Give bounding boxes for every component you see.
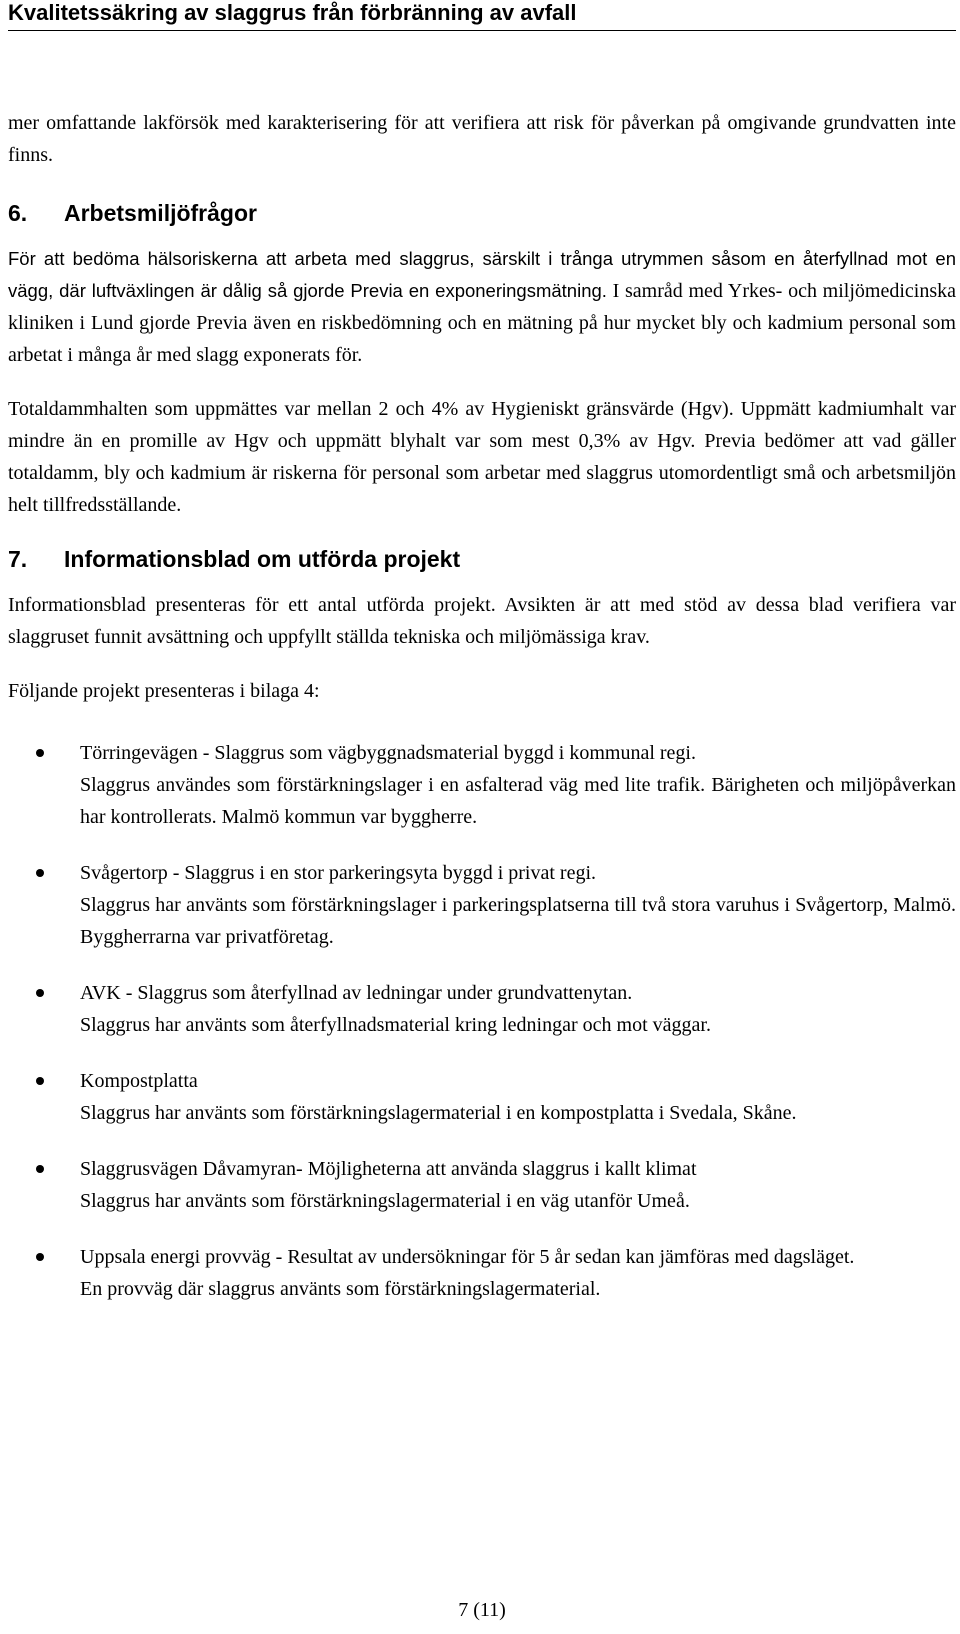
project-description: Slaggrus användes som förstärkningslager i en asfalterad väg med lite trafik. Bärigheten och miljöpåverkan har kontrollerats. Malmö kommun var byggherre.: [80, 774, 956, 828]
section-6-heading: [8, 197, 956, 229]
list-item: [8, 737, 956, 833]
header-divider: [8, 30, 956, 31]
section-7-title: Informationsblad om utförda projekt: [64, 546, 461, 572]
running-header-title: Kvalitetssäkring av slaggrus från förbränning av avfall: [8, 0, 577, 25]
list-item: [8, 1241, 956, 1305]
project-list: [8, 737, 956, 1305]
section-7-paragraph-2: Följande projekt presenteras i bilaga 4:: [8, 680, 320, 702]
section-6-paragraph-1: [8, 243, 956, 371]
bullet-icon: [36, 869, 44, 877]
project-title: Kompostplatta: [80, 1070, 198, 1092]
document-page: [8, 0, 956, 1634]
bullet-icon: [36, 1165, 44, 1173]
bullet-icon: [36, 1253, 44, 1261]
project-title: Törringevägen - Slaggrus som vägbyggnadsmaterial byggd i kommunal regi.: [80, 742, 696, 764]
project-description: Slaggrus har använts som återfyllnadsmaterial kring ledningar och mot väggar.: [80, 1014, 711, 1036]
project-description: Slaggrus har använts som förstärkningslager i parkeringsplatserna till två stora varuhus i Svågertorp, Malmö. Byggherrarna var privatföretag.: [80, 894, 956, 948]
project-title: AVK - Slaggrus som återfyllnad av ledningar under grundvattenytan.: [80, 982, 633, 1004]
section-6-paragraph-1-serif-text: I samråd med Yrkes- och miljömedicinska kliniken i Lund gjorde Previa även en riskbedömning och en mätning på hur mycket bly och kadmium personal som arbetat i många år med slagg exponerats för.: [8, 280, 956, 366]
project-title: Slaggrusvägen Dåvamyran- Möjligheterna att använda slaggrus i kallt klimat: [80, 1158, 697, 1180]
list-item: [8, 857, 956, 953]
project-title: Uppsala energi provväg - Resultat av undersökningar för 5 år sedan kan jämföras med dagsläget.: [80, 1246, 855, 1268]
section-7-paragraph-1: Informationsblad presenteras för ett antal utförda projekt. Avsikten är att med stöd av dessa blad verifiera var slaggruset funnit avsättning och uppfyllt ställda tekniska och miljömässiga krav.: [8, 594, 956, 648]
section-6-paragraph-2: Totaldammhalten som uppmättes var mellan 2 och 4% av Hygieniskt gränsvärde (Hgv). Uppmätt kadmiumhalt var mindre än en promille av Hgv och uppmätt blyhalt var som mest 0,3% av Hgv. Previa bedömer att vad gäller totaldamm, bly och kadmium är riskerna för personal som arbetar med slaggrus utomordentligt små och arbetsmiljön helt tillfredsställande.: [8, 398, 956, 516]
project-description: Slaggrus har använts som förstärkningslagermaterial i en väg utanför Umeå.: [80, 1190, 690, 1212]
project-description: En provväg där slaggrus använts som förstärkningslagermaterial.: [80, 1278, 601, 1300]
page-number: 7 (11): [458, 1599, 506, 1621]
bullet-icon: [36, 749, 44, 757]
intro-paragraph: mer omfattande lakförsök med karakterisering för att verifiera att risk för påverkan på omgivande grundvatten inte finns.: [8, 112, 956, 166]
list-item: [8, 1153, 956, 1217]
project-description: Slaggrus har använts som förstärkningslagermaterial i en kompostplatta i Svedala, Skåne.: [80, 1102, 797, 1124]
section-6-paragraph-1-sans-text: För att bedöma hälsoriskerna att arbeta med slaggrus, särskilt i trånga utrymmen såsom en återfyllnad mot en vägg, där luftväxlingen är dålig så gjorde Previa en exponeringsmätning.: [8, 248, 956, 301]
bullet-icon: [36, 989, 44, 997]
section-7-heading: [8, 543, 956, 575]
list-item: [8, 1065, 956, 1129]
list-item: [8, 977, 956, 1041]
project-title: Svågertorp - Slaggrus i en stor parkeringsyta byggd i privat regi.: [80, 862, 596, 884]
bullet-icon: [36, 1077, 44, 1085]
page-content: [8, 107, 956, 1329]
section-6-number: 6.: [8, 200, 28, 226]
section-6-title: Arbetsmiljöfrågor: [64, 200, 257, 226]
section-7-number: 7.: [8, 546, 28, 572]
